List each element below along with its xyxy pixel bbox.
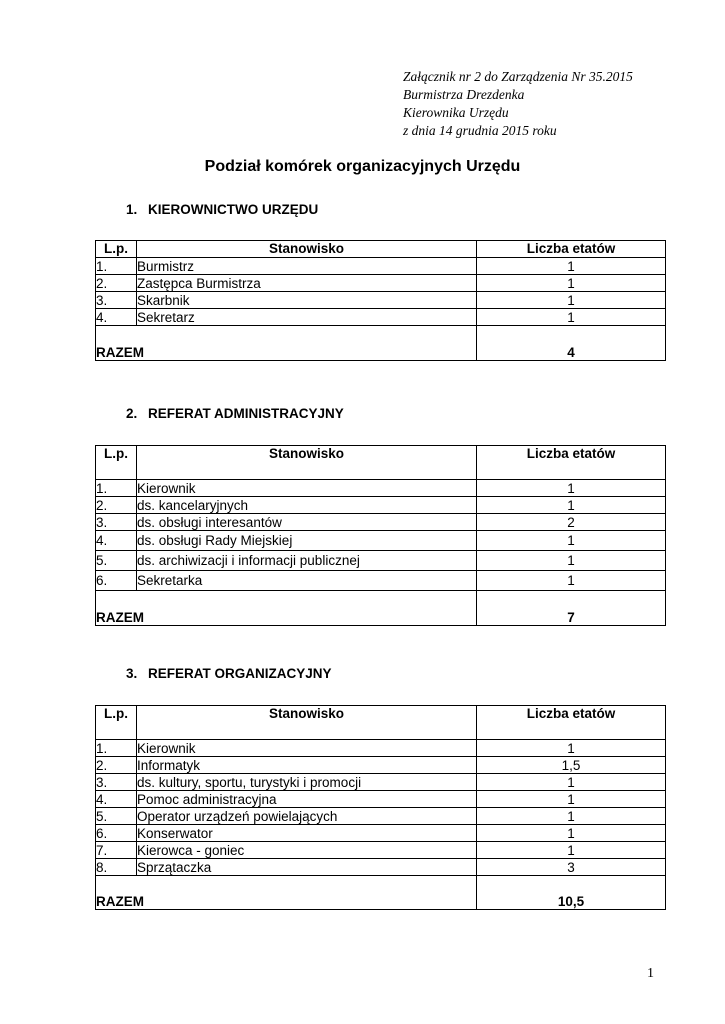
row-position: Operator urządzeń powielających (137, 808, 477, 825)
table-row (96, 825, 666, 842)
row-lp: 1. (96, 740, 137, 757)
row-lp: 1. (96, 258, 137, 275)
row-position: ds. archiwizacji i informacji publicznej (137, 551, 477, 571)
total-label: RAZEM (96, 876, 477, 910)
total-row (96, 591, 666, 626)
row-position: Sekretarka (137, 571, 477, 591)
column-header-lp: L.p. (96, 446, 137, 480)
row-count: 1 (477, 275, 666, 292)
row-count: 1 (477, 258, 666, 275)
row-count: 1 (477, 551, 666, 571)
attachment-note (403, 68, 633, 140)
column-header-count: Liczba etatów (477, 241, 666, 258)
row-lp: 4. (96, 309, 137, 326)
row-lp: 3. (96, 514, 137, 531)
row-position: Pomoc administracyjna (137, 791, 477, 808)
column-header-position: Stanowisko (137, 241, 477, 258)
attachment-note-line: Burmistrza Drezdenka (403, 87, 525, 102)
column-header-lp: L.p. (96, 241, 137, 258)
row-count: 2 (477, 514, 666, 531)
total-value: 10,5 (477, 876, 666, 910)
section-number: 2. (126, 406, 138, 421)
table-row (96, 774, 666, 791)
total-value: 7 (477, 591, 666, 626)
table-row (96, 309, 666, 326)
row-lp: 3. (96, 774, 137, 791)
row-lp: 1. (96, 480, 137, 497)
table-row (96, 551, 666, 571)
total-label: RAZEM (96, 591, 477, 626)
column-header-count: Liczba etatów (477, 706, 666, 740)
table-row (96, 497, 666, 514)
total-label: RAZEM (96, 326, 477, 361)
row-lp: 5. (96, 551, 137, 571)
table-row (96, 859, 666, 876)
row-position: ds. obsługi Rady Miejskiej (137, 531, 477, 551)
table-header-row (96, 706, 666, 740)
row-lp: 4. (96, 531, 137, 551)
row-position: Skarbnik (137, 292, 477, 309)
row-lp: 2. (96, 497, 137, 514)
table-row (96, 514, 666, 531)
column-header-count: Liczba etatów (477, 446, 666, 480)
row-count: 1 (477, 791, 666, 808)
row-count: 1 (477, 497, 666, 514)
row-position: Konserwator (137, 825, 477, 842)
row-position: Kierownik (137, 480, 477, 497)
row-lp: 8. (96, 859, 137, 876)
total-row (96, 326, 666, 361)
table-row (96, 258, 666, 275)
attachment-note-line: Załącznik nr 2 do Zarządzenia Nr 35.2015 (403, 69, 633, 84)
section-heading (126, 202, 318, 217)
row-position: ds. kultury, sportu, turystyki i promocji (137, 774, 477, 791)
row-position: ds. kancelaryjnych (137, 497, 477, 514)
row-count: 1 (477, 774, 666, 791)
section-title: KIEROWNICTWO URZĘDU (148, 202, 319, 217)
row-count: 1,5 (477, 757, 666, 774)
row-position: Burmistrz (137, 258, 477, 275)
row-position: Informatyk (137, 757, 477, 774)
table-row (96, 842, 666, 859)
row-count: 1 (477, 531, 666, 551)
staff-table (95, 445, 666, 626)
section-title: REFERAT ADMINISTRACYJNY (148, 406, 344, 421)
table-row (96, 292, 666, 309)
attachment-note-line: z dnia 14 grudnia 2015 roku (403, 123, 557, 138)
table-row (96, 740, 666, 757)
row-count: 1 (477, 825, 666, 842)
total-value: 4 (477, 326, 666, 361)
row-count: 1 (477, 309, 666, 326)
row-position: ds. obsługi interesantów (137, 514, 477, 531)
row-lp: 6. (96, 825, 137, 842)
row-position: Sprzątaczka (137, 859, 477, 876)
table-row (96, 480, 666, 497)
row-lp: 7. (96, 842, 137, 859)
table-header-row (96, 241, 666, 258)
section-heading (126, 666, 332, 681)
row-lp: 5. (96, 808, 137, 825)
table-row (96, 808, 666, 825)
page-number: 1 (647, 966, 654, 981)
row-count: 1 (477, 808, 666, 825)
row-count: 1 (477, 740, 666, 757)
section-number: 3. (126, 666, 138, 681)
total-row (96, 876, 666, 910)
row-lp: 2. (96, 275, 137, 292)
row-count: 1 (477, 292, 666, 309)
row-count: 3 (477, 859, 666, 876)
table-header-row (96, 446, 666, 480)
staff-table (95, 705, 666, 910)
section-heading (126, 406, 344, 421)
table-row (96, 791, 666, 808)
row-position: Kierownik (137, 740, 477, 757)
document-title: Podział komórek organizacyjnych Urzędu (204, 158, 521, 175)
attachment-note-line: Kierownika Urzędu (403, 105, 509, 120)
row-position: Sekretarz (137, 309, 477, 326)
row-lp: 2. (96, 757, 137, 774)
column-header-lp: L.p. (96, 706, 137, 740)
table-row (96, 757, 666, 774)
column-header-position: Stanowisko (137, 446, 477, 480)
section-number: 1. (126, 202, 138, 217)
column-header-position: Stanowisko (137, 706, 477, 740)
section-title: REFERAT ORGANIZACYJNY (148, 666, 332, 681)
table-row (96, 275, 666, 292)
row-count: 1 (477, 480, 666, 497)
row-position: Zastępca Burmistrza (137, 275, 477, 292)
table-row (96, 531, 666, 551)
row-count: 1 (477, 842, 666, 859)
row-lp: 6. (96, 571, 137, 591)
table-row (96, 571, 666, 591)
staff-table (95, 240, 666, 361)
row-lp: 4. (96, 791, 137, 808)
row-count: 1 (477, 571, 666, 591)
row-position: Kierowca - goniec (137, 842, 477, 859)
row-lp: 3. (96, 292, 137, 309)
